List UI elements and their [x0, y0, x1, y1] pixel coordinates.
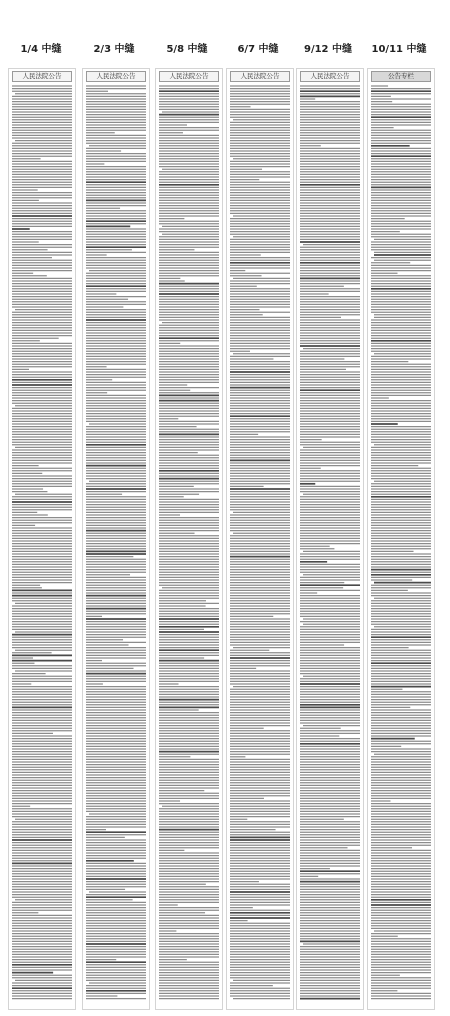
- column-body-text: [12, 85, 72, 1005]
- column-heading: 人民法院公告: [86, 71, 146, 82]
- column-label-1-4: 1/4 中缝: [20, 44, 62, 55]
- newspaper-column: [82, 68, 150, 1010]
- column-body-text: [300, 85, 360, 1005]
- body-text-lines: [159, 85, 219, 1005]
- column-body-text: [159, 85, 219, 1005]
- newspaper-column: [296, 68, 364, 1010]
- column-heading: 人民法院公告: [230, 71, 290, 82]
- body-text-lines: [371, 85, 431, 1005]
- column-label-5-8: 5/8 中缝: [166, 44, 208, 55]
- column-label-6-7: 6/7 中缝: [237, 44, 279, 55]
- column-heading: 人民法院公告: [300, 71, 360, 82]
- newspaper-column: [226, 68, 294, 1010]
- column-label-2-3: 2/3 中缝: [93, 44, 135, 55]
- column-labels: [0, 40, 450, 56]
- column-body-text: [371, 85, 431, 1005]
- column-heading: 公告专栏: [371, 71, 431, 82]
- body-text-lines: [12, 85, 72, 1005]
- column-heading: 人民法院公告: [159, 71, 219, 82]
- column-label-10-11: 10/11 中缝: [371, 44, 427, 55]
- column-label-9-12: 9/12 中缝: [303, 44, 352, 55]
- body-text-lines: [86, 85, 146, 1005]
- body-text-lines: [300, 85, 360, 1005]
- column-body-text: [86, 85, 146, 1005]
- newspaper-column: [8, 68, 76, 1010]
- body-text-lines: [230, 85, 290, 1005]
- column-heading: 人民法院公告: [12, 71, 72, 82]
- newspaper-column: [155, 68, 223, 1010]
- column-body-text: [230, 85, 290, 1005]
- newspaper-column: [367, 68, 435, 1010]
